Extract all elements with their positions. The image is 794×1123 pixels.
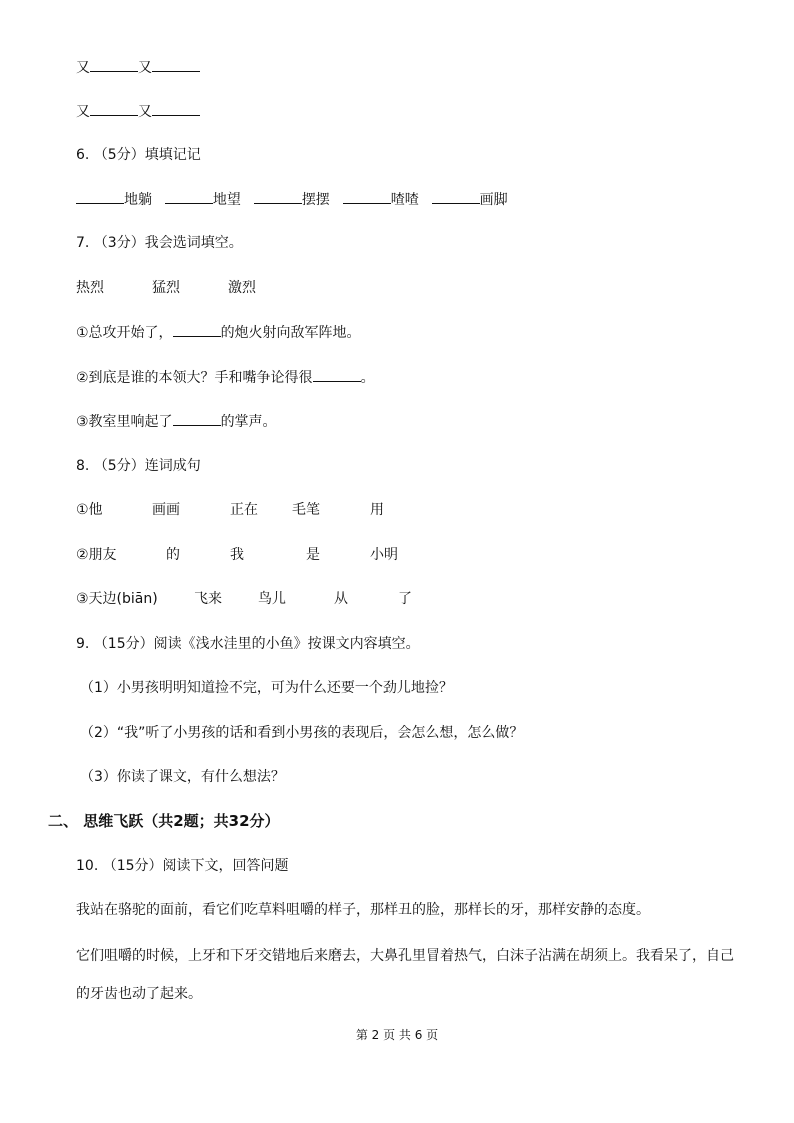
question-7-sentence-2 <box>76 368 375 387</box>
word: 我 <box>230 547 244 563</box>
word: 毛笔 <box>292 502 320 518</box>
page-footer: 第 2 页 共 6 页 <box>355 1028 439 1042</box>
sentence-text: 。 <box>360 370 375 386</box>
passage-paragraph-2: 它们咀嚼的时候，上牙和下牙交错地后来磨去，大鼻孔里冒着热气，白沫子沾满在胡须上。我看呆了，自己的牙齿也动了起来。 <box>76 948 734 1002</box>
sentence-text: ①总攻开始了， <box>76 325 173 341</box>
answer-blank[interactable] <box>90 58 138 72</box>
q6-item: 喳喳 <box>390 192 419 208</box>
q6-item: 摆摆 <box>301 192 330 208</box>
word: 是 <box>306 547 320 563</box>
fill-line-2 <box>76 102 200 121</box>
question-9-part-1: （1）小男孩明明知道捡不完，可为什么还要一个劲儿地捡？ <box>80 680 453 696</box>
char: 又 <box>76 60 90 76</box>
word: 小明 <box>370 547 398 563</box>
word-option: 激烈 <box>228 280 256 296</box>
fill-line-1 <box>76 58 200 77</box>
answer-blank[interactable] <box>173 323 221 337</box>
word: 正在 <box>230 502 258 518</box>
answer-blank[interactable] <box>152 58 200 72</box>
question-9-part-2: （2）“我”听了小男孩的话和看到小男孩的表现后，会怎么想，怎么做？ <box>80 725 524 741</box>
passage-paragraph-1: 我站在骆驼的面前，看它们吃草料咀嚼的样子，那样丑的脸，那样长的牙，那样安静的态度。 <box>76 902 650 918</box>
sentence-text: 的掌声。 <box>220 414 277 430</box>
answer-blank[interactable] <box>432 190 480 204</box>
sentence-text: ③教室里响起了 <box>76 414 173 430</box>
word: 从 <box>334 591 348 607</box>
word-option: 热烈 <box>76 280 104 296</box>
char: 又 <box>138 104 152 120</box>
question-8-title: 8. （5分）连词成句 <box>76 458 201 474</box>
question-7-sentence-3 <box>76 412 277 431</box>
q6-item: 画脚 <box>479 192 508 208</box>
answer-blank[interactable] <box>173 412 221 426</box>
answer-blank[interactable] <box>90 102 138 116</box>
sentence-text: ②到底是谁的本领大？手和嘴争论得很 <box>76 370 313 386</box>
q6-item: 地躺 <box>124 192 152 208</box>
word: 用 <box>370 502 384 518</box>
answer-blank[interactable] <box>254 190 302 204</box>
word: ①他 <box>76 502 103 518</box>
question-9-part-3: （3）你读了课文，有什么想法？ <box>80 769 285 785</box>
word: 的 <box>166 547 180 563</box>
question-7-words <box>76 279 256 297</box>
word: 鸟儿 <box>258 591 286 607</box>
word: ②朋友 <box>76 547 117 563</box>
question-6-title: 6. （5分）填填记记 <box>76 147 201 163</box>
question-7-sentence-1 <box>76 323 361 342</box>
answer-blank[interactable] <box>313 368 361 382</box>
section-heading: 二、 思维飞跃（共2题；共32分） <box>48 812 280 830</box>
word: 画画 <box>152 502 180 518</box>
question-6-items <box>76 190 508 209</box>
q6-item: 地望 <box>212 192 241 208</box>
answer-blank[interactable] <box>152 102 200 116</box>
answer-blank[interactable] <box>343 190 391 204</box>
question-7-title: 7. （3分）我会选词填空。 <box>76 235 243 251</box>
word: ③天边(biān) <box>76 591 158 607</box>
answer-blank[interactable] <box>76 190 124 204</box>
question-9-title: 9. （15分）阅读《浅水洼里的小鱼》按课文内容填空。 <box>76 636 420 652</box>
word: 飞来 <box>194 591 222 607</box>
sentence-text: 的炮火射向敌军阵地。 <box>220 325 361 341</box>
word-option: 猛烈 <box>152 280 180 296</box>
char: 又 <box>76 104 90 120</box>
answer-blank[interactable] <box>165 190 213 204</box>
word: 了 <box>398 591 412 607</box>
char: 又 <box>138 60 152 76</box>
question-10-title: 10. （15分）阅读下文，回答问题 <box>76 858 289 874</box>
